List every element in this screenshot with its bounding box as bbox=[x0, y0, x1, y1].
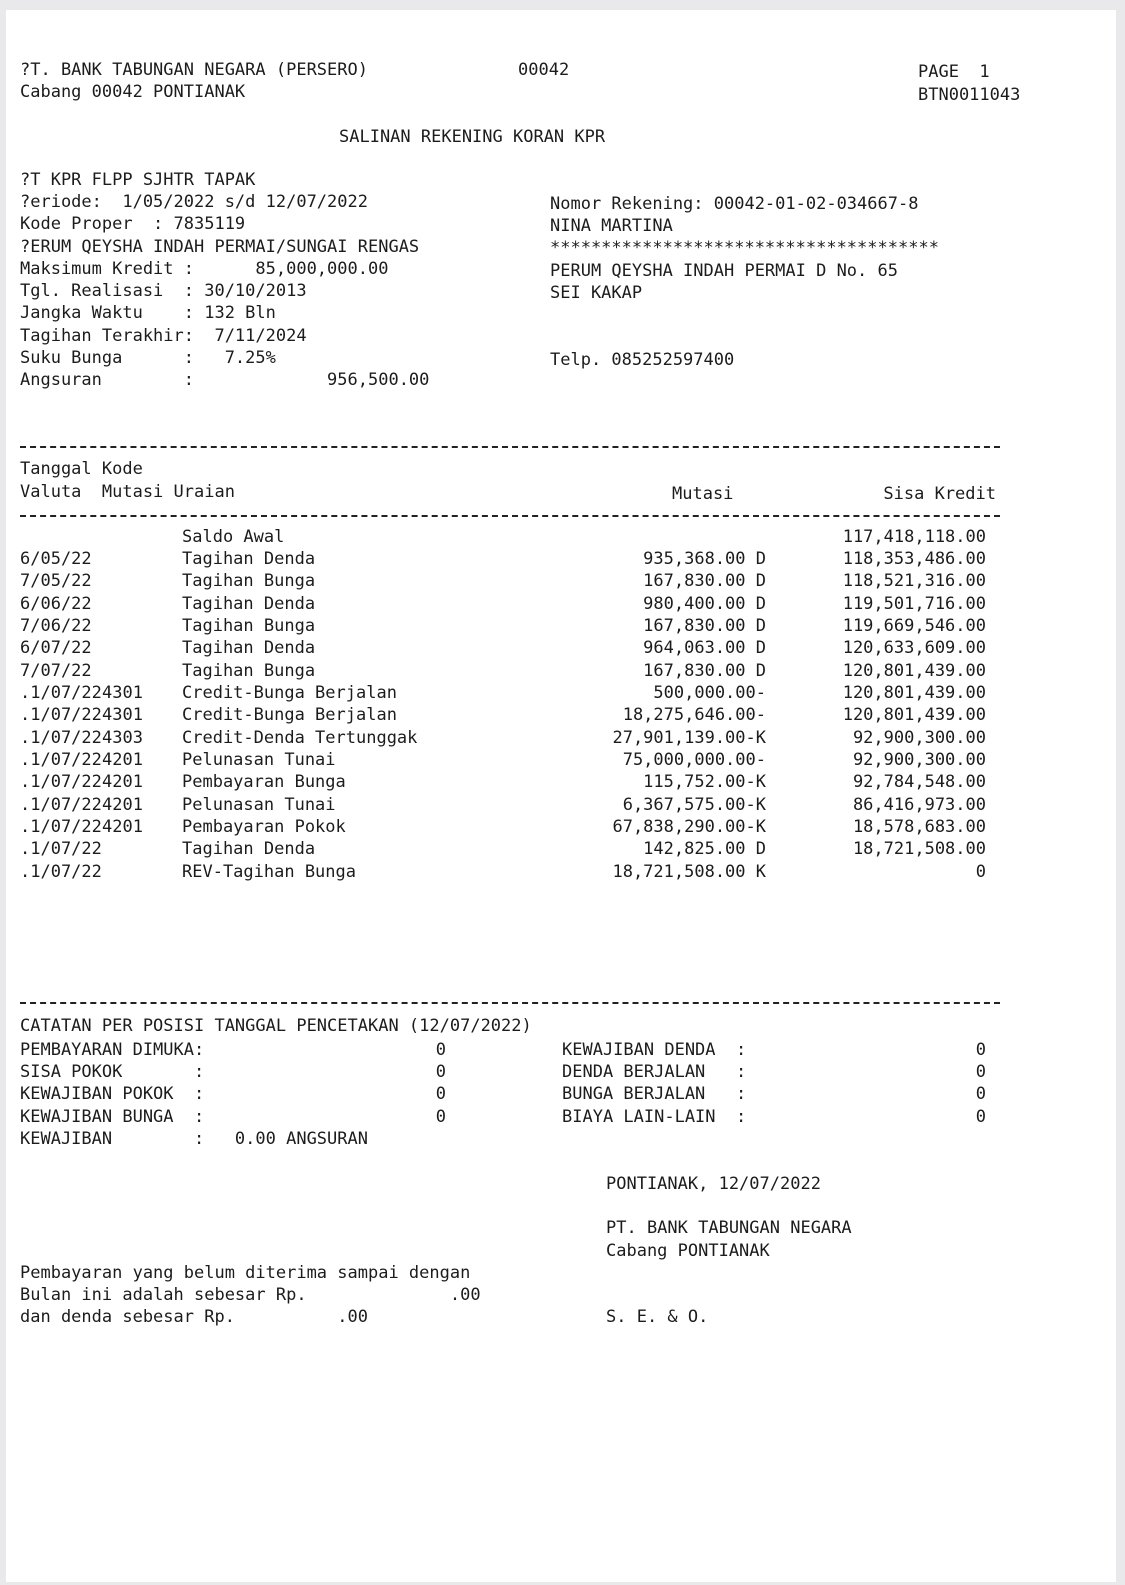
row-description: Tagihan Bunga bbox=[182, 661, 316, 681]
row-description: Tagihan Denda bbox=[182, 638, 316, 658]
row-description: Pelunasan Tunai bbox=[182, 795, 336, 815]
catatan-label: KEWAJIBAN DENDA : bbox=[562, 1040, 747, 1060]
row-code: 4201 bbox=[102, 772, 143, 792]
footer-note: Pembayaran yang belum diterima sampai dengan bbox=[20, 1263, 471, 1283]
catatan-label: SISA POKOK : bbox=[20, 1062, 205, 1082]
row-date: .1/07/22 bbox=[20, 772, 102, 792]
row-code: 4201 bbox=[102, 750, 143, 770]
row-sisa-kredit: 120,801,439.00 bbox=[842, 705, 986, 725]
row-date: 6/05/22 bbox=[20, 549, 92, 569]
signing-branch: Cabang PONTIANAK bbox=[606, 1241, 770, 1261]
row-date: .1/07/22 bbox=[20, 705, 102, 725]
document-title: SALINAN REKENING KORAN KPR bbox=[339, 127, 606, 147]
row-date: .1/07/22 bbox=[20, 683, 102, 703]
column-sisa-kredit: Sisa Kredit bbox=[883, 484, 996, 504]
customer-phone: Telp. 085252597400 bbox=[550, 350, 735, 370]
footer-note: dan denda sebesar Rp. .00 bbox=[20, 1307, 368, 1327]
footer-note: Bulan ini adalah sebesar Rp. .00 bbox=[20, 1285, 481, 1305]
info-line: Maksimum Kredit : 85,000,000.00 bbox=[20, 259, 389, 279]
catatan-value: 0 bbox=[975, 1040, 986, 1060]
masked-line: ************************************** bbox=[550, 238, 939, 258]
row-mutasi: 964,063.00 D bbox=[643, 638, 766, 658]
row-code: 4303 bbox=[102, 728, 143, 748]
divider bbox=[20, 446, 1000, 448]
account-number: Nomor Rekening: 00042-01-02-034667-8 bbox=[550, 194, 919, 214]
row-sisa-kredit: 0 bbox=[975, 862, 986, 882]
row-sisa-kredit: 120,633,609.00 bbox=[842, 638, 986, 658]
row-date: .1/07/22 bbox=[20, 839, 102, 859]
catatan-value: 0 bbox=[975, 1062, 986, 1082]
table-header-line2: Valuta Mutasi Uraian bbox=[20, 482, 235, 502]
row-sisa-kredit: 119,501,716.00 bbox=[842, 594, 986, 614]
row-sisa-kredit: 117,418,118.00 bbox=[842, 527, 986, 547]
catatan-label: KEWAJIBAN BUNGA : bbox=[20, 1107, 205, 1127]
row-description: Credit-Bunga Berjalan bbox=[182, 683, 397, 703]
row-description: Credit-Denda Tertunggak bbox=[182, 728, 418, 748]
row-date: 6/06/22 bbox=[20, 594, 92, 614]
branch-code: 00042 bbox=[518, 60, 570, 80]
catatan-title: CATATAN PER POSISI TANGGAL PENCETAKAN (12/07/2022) bbox=[20, 1016, 532, 1036]
customer-city: SEI KAKAP bbox=[550, 283, 643, 303]
bank-name: ?T. BANK TABUNGAN NEGARA (PERSERO) bbox=[20, 60, 368, 80]
divider bbox=[20, 515, 1000, 517]
document-id: BTN0011043 bbox=[918, 85, 1021, 105]
errors-omissions: S. E. & O. bbox=[606, 1307, 709, 1327]
row-mutasi: 935,368.00 D bbox=[643, 549, 766, 569]
row-description: Tagihan Denda bbox=[182, 839, 316, 859]
row-sisa-kredit: 92,900,300.00 bbox=[852, 728, 986, 748]
table-header-line1: Tanggal Kode bbox=[20, 459, 143, 479]
row-date: 6/07/22 bbox=[20, 638, 92, 658]
row-sisa-kredit: 120,801,439.00 bbox=[842, 683, 986, 703]
row-sisa-kredit: 120,801,439.00 bbox=[842, 661, 986, 681]
row-date: .1/07/22 bbox=[20, 862, 102, 882]
catatan-label: DENDA BERJALAN : bbox=[562, 1062, 747, 1082]
catatan-value: 0 bbox=[975, 1107, 986, 1127]
catatan-label: BIAYA LAIN-LAIN : bbox=[562, 1107, 747, 1127]
row-date: .1/07/22 bbox=[20, 728, 102, 748]
row-date: .1/07/22 bbox=[20, 795, 102, 815]
place-date: PONTIANAK, 12/07/2022 bbox=[606, 1174, 821, 1194]
branch-name: Cabang 00042 PONTIANAK bbox=[20, 82, 246, 102]
row-code: 4301 bbox=[102, 683, 143, 703]
customer-name: NINA MARTINA bbox=[550, 216, 673, 236]
catatan-label: KEWAJIBAN POKOK : bbox=[20, 1084, 205, 1104]
info-line: Kode Proper : 7835119 bbox=[20, 214, 246, 234]
page-number: PAGE 1 bbox=[918, 62, 990, 82]
signing-bank: PT. BANK TABUNGAN NEGARA bbox=[606, 1218, 852, 1238]
row-date: 7/06/22 bbox=[20, 616, 92, 636]
row-mutasi: 167,830.00 D bbox=[643, 661, 766, 681]
info-line: Tagihan Terakhir: 7/11/2024 bbox=[20, 326, 307, 346]
divider bbox=[20, 1002, 1000, 1004]
row-description: Saldo Awal bbox=[182, 527, 285, 547]
catatan-value: 0 bbox=[435, 1040, 446, 1060]
row-sisa-kredit: 118,521,316.00 bbox=[842, 571, 986, 591]
row-description: Tagihan Denda bbox=[182, 594, 316, 614]
row-mutasi: 115,752.00-K bbox=[643, 772, 766, 792]
row-sisa-kredit: 86,416,973.00 bbox=[852, 795, 986, 815]
row-mutasi: 980,400.00 D bbox=[643, 594, 766, 614]
row-mutasi: 167,830.00 D bbox=[643, 571, 766, 591]
statement-page bbox=[6, 10, 1116, 1582]
info-line: ?eriode: 1/05/2022 s/d 12/07/2022 bbox=[20, 192, 368, 212]
kewajiban-angsuran: KEWAJIBAN : 0.00 ANGSURAN bbox=[20, 1129, 368, 1149]
column-mutasi: Mutasi bbox=[672, 484, 734, 504]
row-description: Pelunasan Tunai bbox=[182, 750, 336, 770]
row-mutasi: 167,830.00 D bbox=[643, 616, 766, 636]
row-mutasi: 142,825.00 D bbox=[643, 839, 766, 859]
row-date: .1/07/22 bbox=[20, 750, 102, 770]
row-date: 7/05/22 bbox=[20, 571, 92, 591]
info-line: Suku Bunga : 7.25% bbox=[20, 348, 276, 368]
row-mutasi: 75,000,000.00- bbox=[622, 750, 766, 770]
row-mutasi: 500,000.00- bbox=[653, 683, 766, 703]
row-description: Pembayaran Pokok bbox=[182, 817, 346, 837]
row-code: 4201 bbox=[102, 795, 143, 815]
row-mutasi: 18,275,646.00- bbox=[622, 705, 766, 725]
info-line: Angsuran : 956,500.00 bbox=[20, 370, 430, 390]
row-sisa-kredit: 18,721,508.00 bbox=[852, 839, 986, 859]
catatan-value: 0 bbox=[435, 1062, 446, 1082]
catatan-value: 0 bbox=[435, 1107, 446, 1127]
row-description: Credit-Bunga Berjalan bbox=[182, 705, 397, 725]
catatan-label: BUNGA BERJALAN : bbox=[562, 1084, 747, 1104]
row-description: Tagihan Bunga bbox=[182, 616, 316, 636]
catatan-value: 0 bbox=[435, 1084, 446, 1104]
info-line: Jangka Waktu : 132 Bln bbox=[20, 303, 276, 323]
row-mutasi: 27,901,139.00-K bbox=[612, 728, 766, 748]
row-sisa-kredit: 92,900,300.00 bbox=[852, 750, 986, 770]
row-description: Pembayaran Bunga bbox=[182, 772, 346, 792]
row-mutasi: 6,367,575.00-K bbox=[622, 795, 766, 815]
catatan-label: PEMBAYARAN DIMUKA: bbox=[20, 1040, 205, 1060]
info-line: ?ERUM QEYSHA INDAH PERMAI/SUNGAI RENGAS bbox=[20, 237, 420, 257]
row-mutasi: 67,838,290.00-K bbox=[612, 817, 766, 837]
customer-address: PERUM QEYSHA INDAH PERMAI D No. 65 bbox=[550, 261, 898, 281]
row-sisa-kredit: 18,578,683.00 bbox=[852, 817, 986, 837]
row-sisa-kredit: 119,669,546.00 bbox=[842, 616, 986, 636]
row-date: 7/07/22 bbox=[20, 661, 92, 681]
info-line: ?T KPR FLPP SJHTR TAPAK bbox=[20, 170, 256, 190]
row-description: Tagihan Denda bbox=[182, 549, 316, 569]
row-description: REV-Tagihan Bunga bbox=[182, 862, 356, 882]
row-sisa-kredit: 92,784,548.00 bbox=[852, 772, 986, 792]
row-code: 4201 bbox=[102, 817, 143, 837]
row-sisa-kredit: 118,353,486.00 bbox=[842, 549, 986, 569]
catatan-value: 0 bbox=[975, 1084, 986, 1104]
row-date: .1/07/22 bbox=[20, 817, 102, 837]
info-line: Tgl. Realisasi : 30/10/2013 bbox=[20, 281, 307, 301]
row-mutasi: 18,721,508.00 K bbox=[612, 862, 766, 882]
row-description: Tagihan Bunga bbox=[182, 571, 316, 591]
row-code: 4301 bbox=[102, 705, 143, 725]
